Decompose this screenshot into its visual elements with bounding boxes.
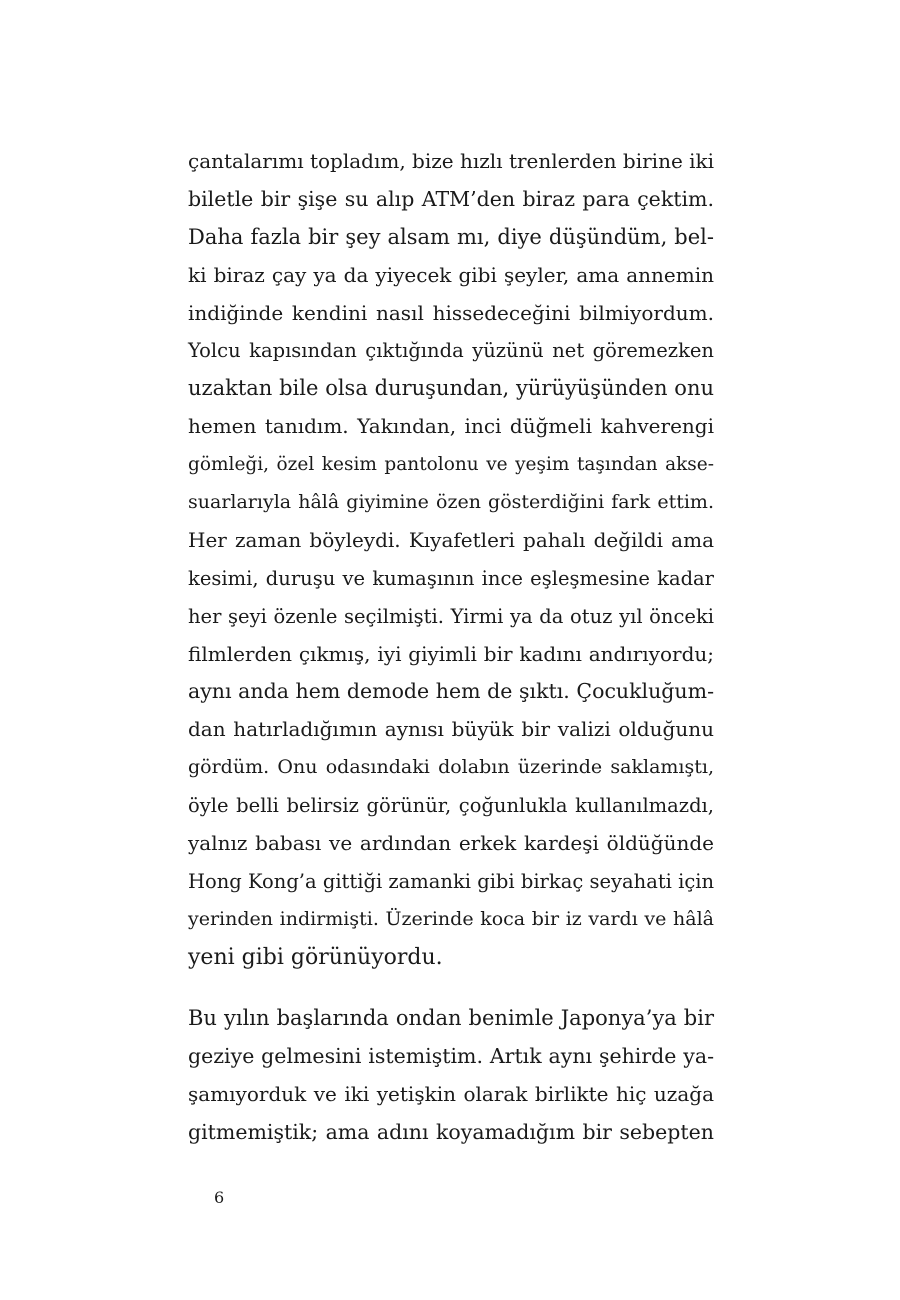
text-line: suarlarıyla hâlâ giyimine özen gösterdiğini fark ettim. bbox=[188, 491, 714, 514]
text-line: indiğinde kendini nasıl hissedeceğini bilmiyordum. bbox=[188, 300, 714, 325]
paragraph-2 bbox=[188, 1000, 714, 1152]
text-line: Hong Kong’a gittiği zamanki gibi birkaç seyahati için bbox=[188, 869, 715, 893]
text-line: şamıyorduk ve iki yetişkin olarak birlikte hiç uzağa bbox=[188, 1081, 714, 1106]
text-line: Yolcu kapısından çıktığında yüzünü net göremezken bbox=[188, 339, 714, 363]
text-line: uzaktan bile olsa duruşundan, yürüyüşünden onu bbox=[188, 376, 714, 401]
text-line: ki biraz çay ya da yiyecek gibi şeyler, ama annemin bbox=[188, 262, 714, 287]
text-line: gitmemiştik; ama adını koyamadığım bir sebepten bbox=[188, 1119, 714, 1144]
text-line: her şeyi özenle seçilmişti. Yirmi ya da otuz yıl önceki bbox=[188, 604, 714, 628]
text-line: filmlerden çıkmış, iyi giyimli bir kadını andırıyordu; bbox=[188, 641, 714, 666]
text-line: Her zaman böyleydi. Kıyafetleri pahalı değildi ama bbox=[188, 527, 714, 552]
text-line: kesimi, duruşu ve kumaşının ince eşleşmesine kadar bbox=[188, 566, 714, 590]
text-line: yalnız babası ve ardından erkek kardeşi öldüğünde bbox=[188, 831, 714, 856]
text-line: geziye gelmesini istemiştim. Artık aynı şehirde ya- bbox=[188, 1043, 714, 1068]
text-line: gördüm. Onu odasındaki dolabın üzerinde saklamıştı, bbox=[188, 756, 714, 779]
page-number: 6 bbox=[214, 1188, 225, 1207]
text-line: yeni gibi görünüyordu. bbox=[188, 944, 443, 970]
text-line: aynı anda hem demode hem de şıktı. Çocukluğum- bbox=[188, 679, 714, 704]
text-line: hemen tanıdım. Yakından, inci düğmeli kahverengi bbox=[188, 414, 714, 439]
text-line: Daha fazla bir şey alsam mı, diye düşündüm, bel- bbox=[188, 224, 714, 249]
text-line: dan hatırladığımın aynısı büyük bir valizi olduğunu bbox=[188, 717, 714, 742]
text-line: gömleği, özel kesim pantolonu ve yeşim taşından akse- bbox=[188, 454, 714, 476]
text-line: biletle bir şişe su alıp ATM’den biraz para çektim. bbox=[188, 186, 714, 211]
text-line: yerinden indirmişti. Üzerinde koca bir iz vardı ve hâlâ bbox=[188, 907, 714, 930]
text-line: çantalarımı topladım, bize hızlı trenlerden birine iki bbox=[188, 149, 715, 173]
paragraph-1 bbox=[188, 143, 714, 977]
text-line: öyle belli belirsiz görünür, çoğunlukla kullanılmazdı, bbox=[188, 794, 714, 818]
text-line: Bu yılın başlarında ondan benimle Japonya’ya bir bbox=[188, 1006, 714, 1030]
